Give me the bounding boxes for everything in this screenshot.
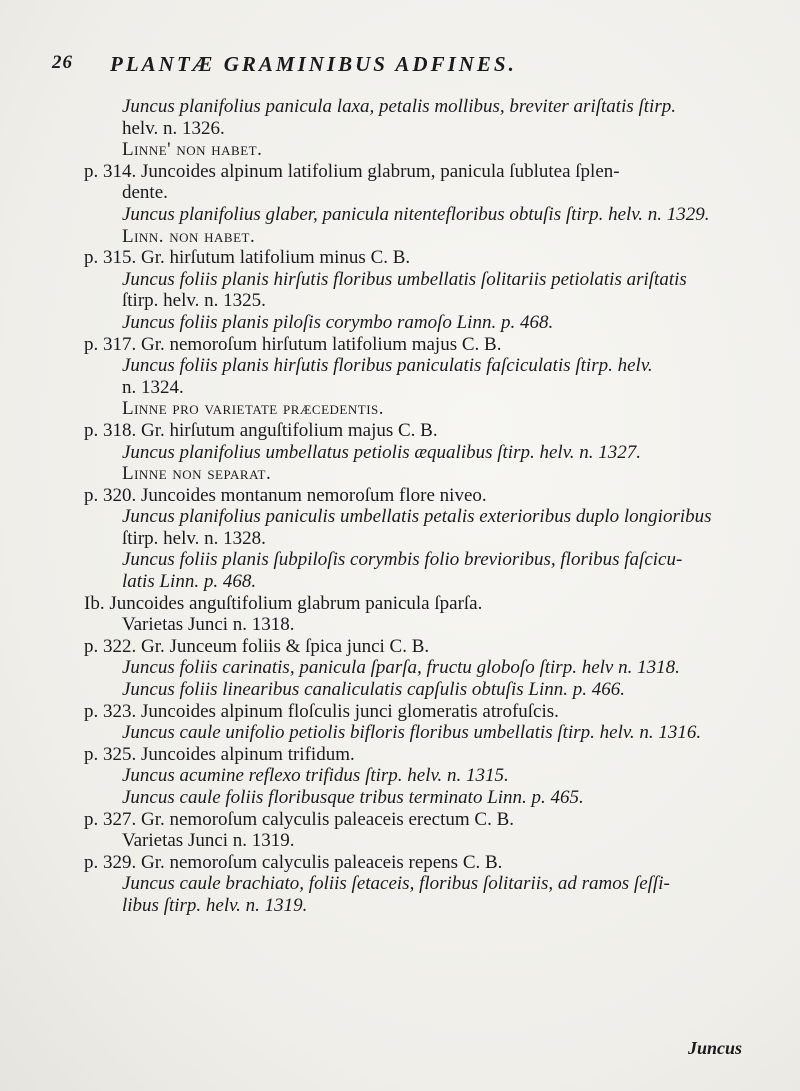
text-line: p. 320. Juncoides montanum nemoroſum flore niveo. bbox=[84, 484, 487, 506]
text-line: Juncus foliis planis ſubpiloſis corymbis folio brevioribus, floribus faſcicu- bbox=[122, 549, 683, 571]
text-line: Juncus foliis carinatis, panicula ſparſa, fructu globoſo ſtirp. helv n. 1318. bbox=[122, 657, 680, 679]
text-line: Juncus foliis planis piloſis corymbo ramoſo Linn. p. 468. bbox=[122, 311, 554, 333]
text-line: Juncus foliis planis hirſutis floribus paniculatis faſciculatis ſtirp. helv. bbox=[122, 355, 653, 377]
text-line: Juncus planifolius umbellatus petiolis æqualibus ſtirp. helv. n. 1327. bbox=[122, 441, 641, 463]
text-line: Juncus planifolius panicula laxa, petalis mollibus, breviter ariſtatis ſtirp. bbox=[122, 96, 676, 117]
text-line: Juncus foliis linearibus canaliculatis capſulis obtuſis Linn. p. 466. bbox=[122, 679, 625, 701]
text-line: Juncus caule unifolio petiolis bifloris floribus umbellatis ſtirp. helv. n. 1316. bbox=[122, 722, 702, 744]
text-line: p. 325. Juncoides alpinum trifidum. bbox=[84, 743, 355, 765]
text-line: p. 315. Gr. hirſutum latifolium minus C. B. bbox=[84, 247, 411, 269]
text-line: Varietas Junci n. 1319. bbox=[122, 830, 295, 852]
text-line: ſtirp. helv. n. 1328. bbox=[122, 527, 266, 549]
text-line: latis Linn. p. 468. bbox=[122, 571, 257, 593]
text-line: n. 1324. bbox=[122, 376, 184, 398]
text-line: Linne' non habet. bbox=[122, 139, 263, 161]
text-line: p. 327. Gr. nemoroſum calyculis paleaceis erectum C. B. bbox=[84, 808, 515, 830]
text-line: libus ſtirp. helv. n. 1319. bbox=[122, 894, 308, 916]
text-line: dente. bbox=[122, 182, 168, 204]
text-line: Varietas Junci n. 1318. bbox=[122, 614, 295, 636]
text-line: p. 317. Gr. nemoroſum hirſutum latifolium majus C. B. bbox=[84, 333, 502, 355]
text-line: Juncus planifolius paniculis umbellatis petalis exterioribus duplo longioribus bbox=[122, 506, 712, 528]
text-line: p. 329. Gr. nemoroſum calyculis paleaceis repens C. B. bbox=[84, 851, 503, 873]
body-text bbox=[84, 96, 764, 917]
text-line: p. 322. Gr. Junceum foliis & ſpica junci C. B. bbox=[84, 635, 430, 657]
text-line: ſtirp. helv. n. 1325. bbox=[122, 290, 266, 312]
text-line: Juncus planifolius glaber, panicula nitentefloribus obtuſis ſtirp. helv. n. 1329. bbox=[122, 203, 710, 225]
text-line: Juncus foliis planis hirſutis floribus umbellatis ſolitariis petiolatis ariſtatis bbox=[122, 268, 687, 290]
page-header bbox=[52, 52, 752, 82]
text-line: helv. n. 1326. bbox=[122, 117, 225, 139]
text-line: Juncus caule brachiato, foliis ſetaceis, floribus ſolitariis, ad ramos ſeſſi- bbox=[122, 873, 670, 895]
text-line: Linne non ſeparat. bbox=[122, 463, 272, 485]
running-head: PLANTÆ GRAMINIBUS ADFINES. bbox=[110, 52, 517, 76]
text-line: Ib. Juncoides anguſtifolium glabrum panicula ſparſa. bbox=[84, 592, 483, 614]
text-line: Linne pro varietate præcedentis. bbox=[122, 398, 385, 420]
text-line: Juncus acumine reflexo trifidus ſtirp. helv. n. 1315. bbox=[122, 765, 509, 787]
text-line: p. 323. Juncoides alpinum floſculis junci glomeratis atrofuſcis. bbox=[84, 700, 559, 722]
text-line: p. 314. Juncoides alpinum latifolium glabrum, panicula ſublutea ſplen- bbox=[84, 160, 620, 182]
page-number: 26 bbox=[52, 52, 73, 73]
text-line: p. 318. Gr. hirſutum anguſtifolium majus C. B. bbox=[84, 419, 438, 441]
text-line: Juncus caule foliis floribusque tribus terminato Linn. p. 465. bbox=[122, 787, 584, 808]
text-line: Linn. non habet. bbox=[122, 225, 256, 247]
catchword: Juncus bbox=[688, 1038, 743, 1058]
